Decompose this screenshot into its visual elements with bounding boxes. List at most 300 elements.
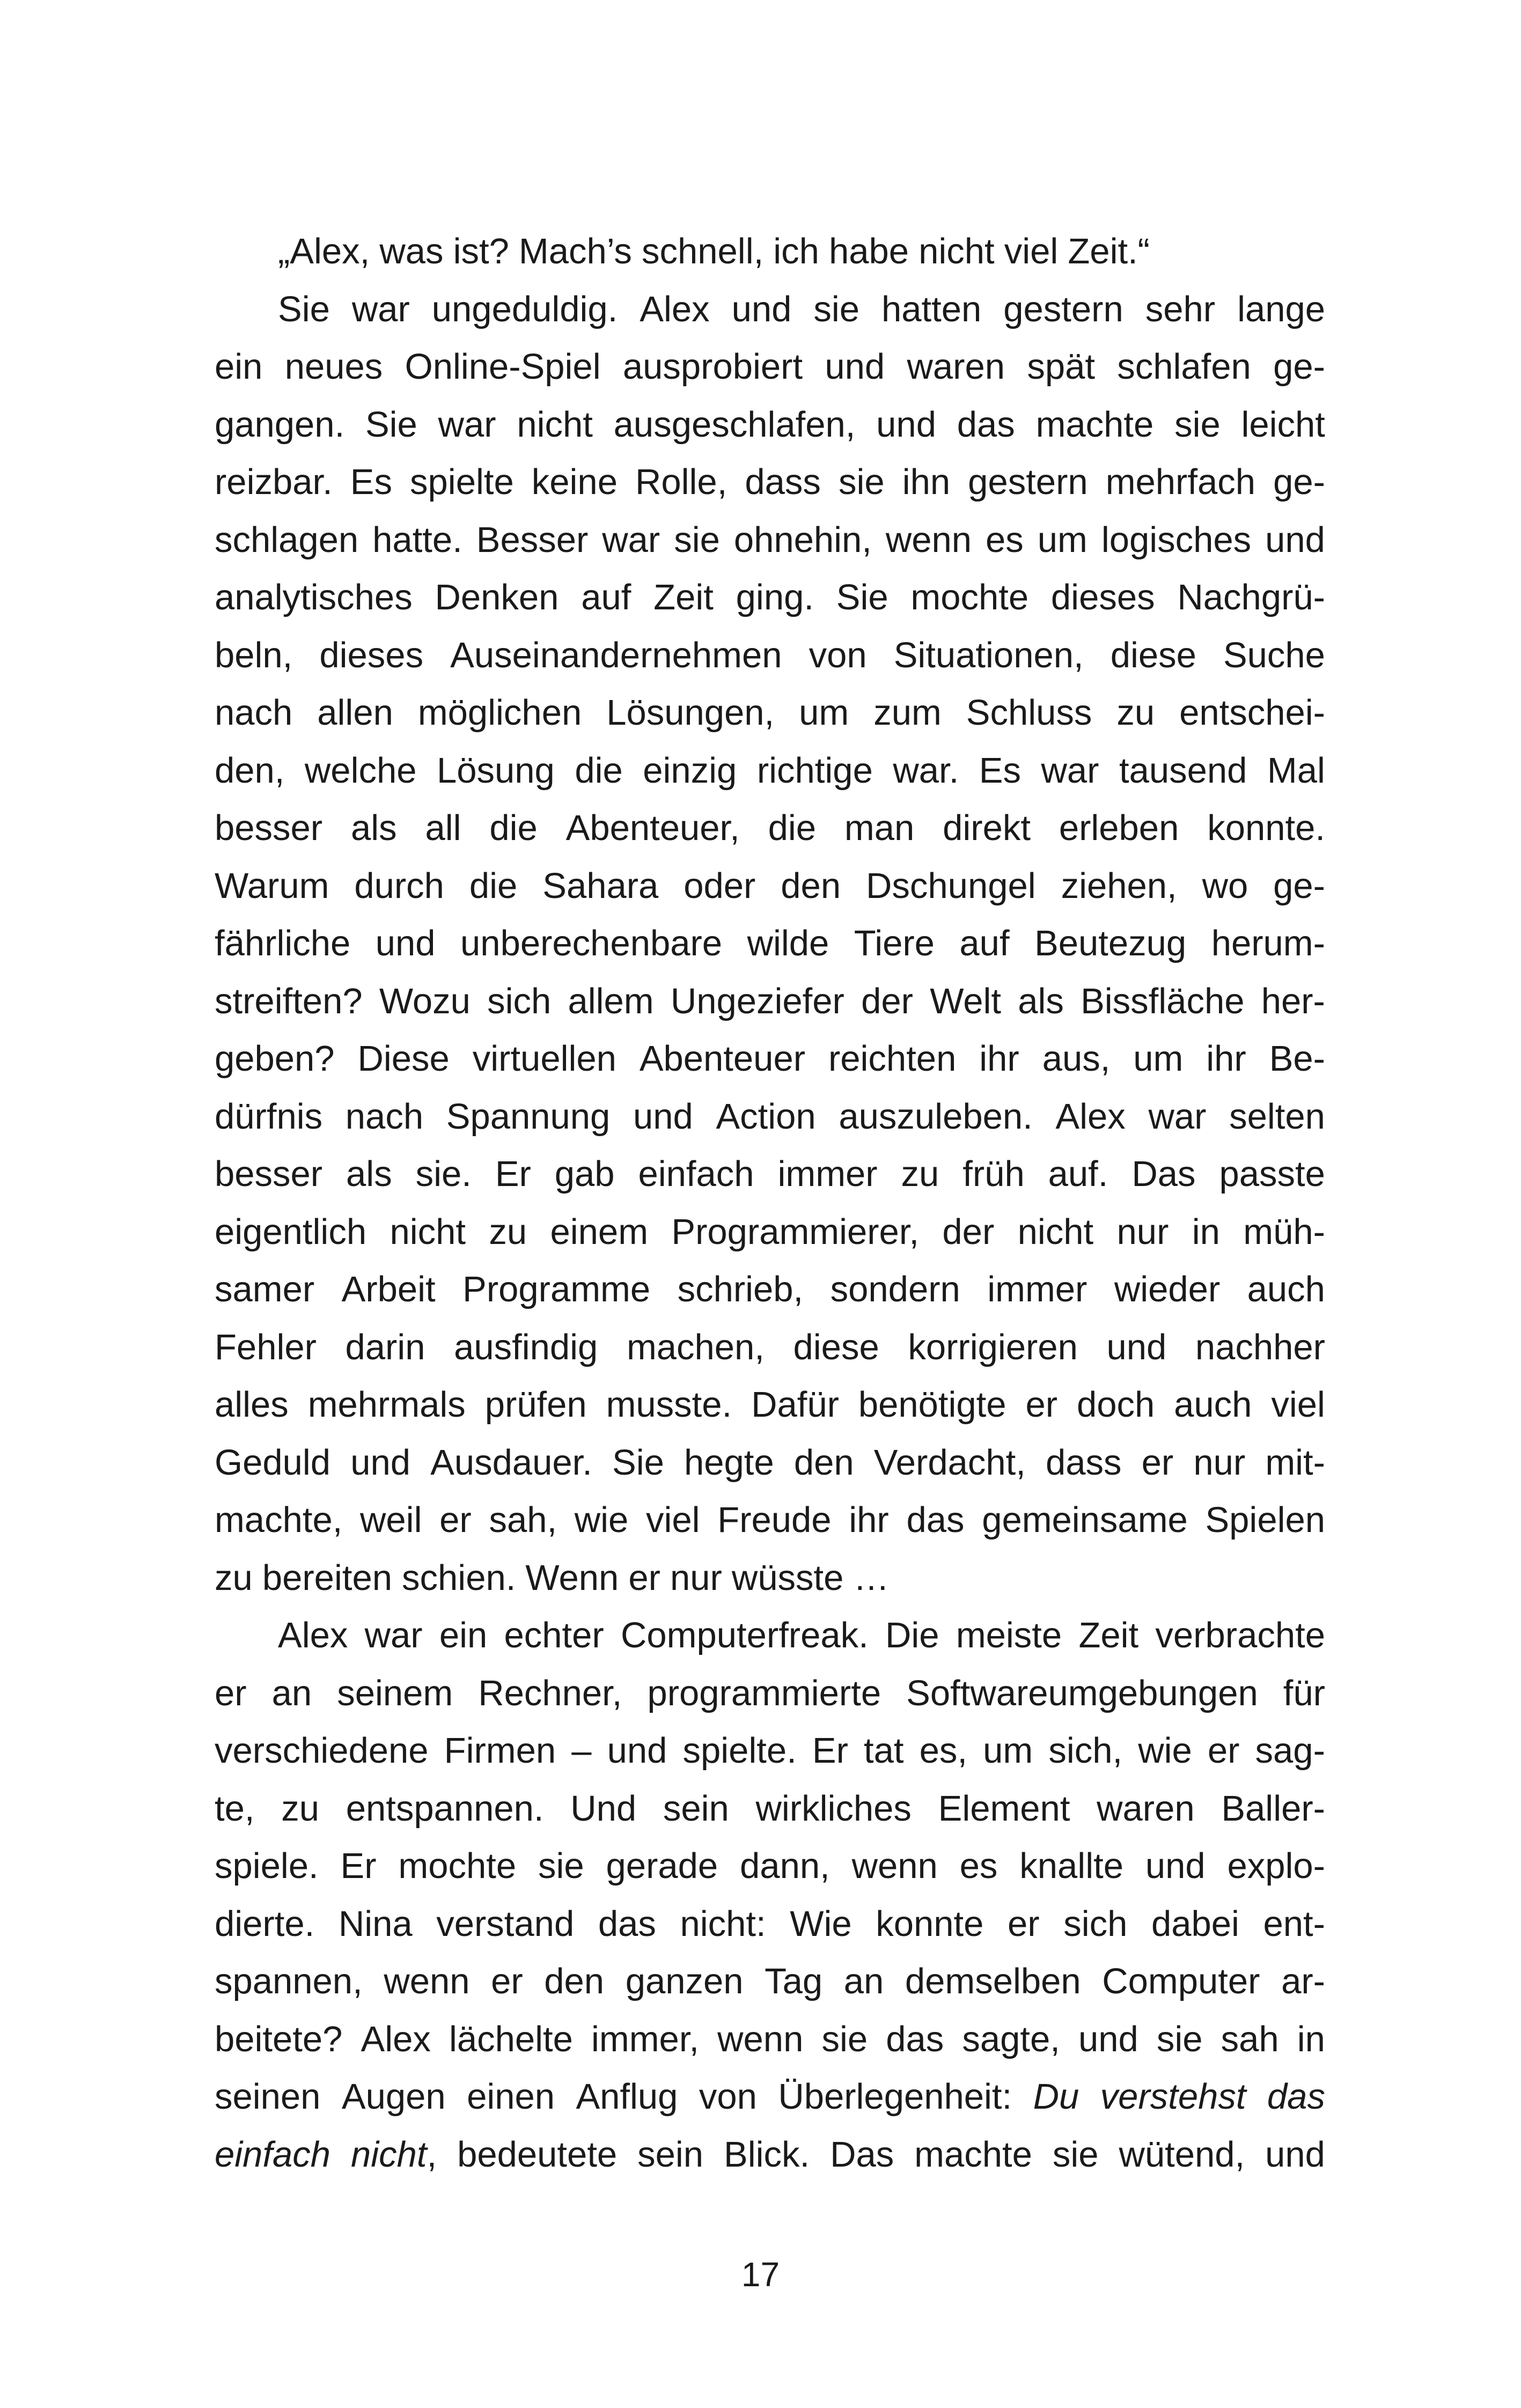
word: alles: [215, 1385, 289, 1425]
word: besser: [215, 1154, 323, 1194]
word: Sie: [612, 1442, 664, 1483]
word: gemeinsame: [982, 1500, 1188, 1540]
word: wüsste: [731, 1557, 844, 1598]
word: Rolle,: [635, 462, 728, 502]
word: die: [575, 750, 623, 791]
word: den: [544, 1961, 605, 2001]
word: Dafür: [751, 1385, 839, 1425]
word: dieses: [319, 635, 424, 675]
word: sondern: [830, 1269, 960, 1309]
word: verstehst: [1100, 2076, 1246, 2117]
word: Nina: [338, 1903, 413, 1944]
word: dieses: [1050, 577, 1155, 617]
word: zu: [901, 1154, 939, 1194]
word: es: [959, 1846, 998, 1886]
word: auch: [1174, 1385, 1252, 1425]
word: er: [1008, 1903, 1040, 1944]
word: doch: [1076, 1385, 1155, 1425]
word: Spannung: [446, 1096, 611, 1137]
word: wie: [1138, 1730, 1192, 1771]
word: Es: [979, 750, 1021, 791]
word: erleben: [1059, 808, 1179, 848]
word: te,: [215, 1788, 255, 1829]
word: nur: [1193, 1442, 1246, 1483]
word: sie: [674, 519, 720, 560]
word: welche: [304, 750, 417, 791]
word: um: [983, 1730, 1033, 1771]
body-text: [215, 223, 1325, 2183]
word: sie.: [415, 1154, 472, 1194]
word: knallte: [1019, 1846, 1123, 1886]
word: immer: [777, 1154, 878, 1194]
word: eigentlich: [215, 1211, 367, 1252]
text-line: [215, 223, 1325, 281]
word: Zeit: [1078, 1615, 1139, 1655]
word: durch: [354, 865, 444, 906]
word: hegte: [684, 1442, 774, 1483]
word: auf: [581, 577, 631, 617]
word: war.: [893, 750, 959, 791]
word: Augen: [341, 2076, 446, 2117]
text-line: [215, 1895, 1325, 1953]
word: zu: [215, 1557, 253, 1598]
word: und: [1078, 2019, 1138, 2059]
word: er: [1141, 1442, 1174, 1483]
word: sie: [538, 1846, 584, 1886]
text-line: [215, 1953, 1325, 2011]
word: von: [809, 635, 867, 675]
word: hatte.: [372, 519, 462, 560]
word: benötigte: [858, 1385, 1006, 1425]
word: sie: [1156, 2019, 1203, 2059]
word: Es: [350, 462, 392, 502]
word: war: [364, 1615, 423, 1655]
word: konnte.: [1207, 808, 1325, 848]
word: ihr: [849, 1500, 889, 1540]
word: beitete?: [215, 2019, 343, 2059]
word: um: [799, 693, 849, 733]
word: ent-: [1263, 1903, 1325, 1944]
word: ging.: [736, 577, 814, 617]
word: von: [699, 2076, 757, 2117]
text-line: [215, 1607, 1325, 1665]
word: allem: [568, 981, 654, 1021]
text-line: [215, 338, 1325, 396]
word: Wie: [790, 1903, 852, 1944]
word: war: [438, 404, 496, 445]
word: ihn: [902, 462, 951, 502]
word: er: [439, 1500, 472, 1540]
word: sie: [1174, 404, 1221, 445]
word: ungeduldig.: [431, 289, 618, 329]
word: demselben: [905, 1961, 1081, 2001]
word: Bissfläche: [1081, 981, 1245, 1021]
word: nur: [670, 1557, 722, 1598]
word: Warum: [215, 865, 329, 906]
word: dass: [745, 462, 821, 502]
word: her-: [1261, 981, 1325, 1021]
word: Situationen,: [893, 635, 1084, 675]
word: ich: [773, 231, 819, 271]
word: mochte: [910, 577, 1029, 617]
word: seinen: [215, 2076, 321, 2117]
word: und: [607, 1730, 667, 1771]
word: und: [633, 1096, 693, 1137]
word: nicht: [517, 404, 593, 445]
word: leicht: [1241, 404, 1325, 445]
word: wirkliches: [755, 1788, 912, 1829]
word: und: [350, 1442, 410, 1483]
word: weil: [360, 1500, 422, 1540]
word: spielte: [410, 462, 514, 502]
word: besser: [215, 808, 323, 848]
word: samer: [215, 1269, 315, 1309]
word: man: [844, 808, 915, 848]
text-line: [215, 1203, 1325, 1261]
word: Er: [812, 1730, 848, 1771]
word: spannen,: [215, 1961, 363, 2001]
word: dann,: [740, 1846, 830, 1886]
word: Die: [885, 1615, 939, 1655]
word: einfach: [215, 2134, 331, 2175]
word: an: [843, 1961, 884, 2001]
word: sich,: [1048, 1730, 1123, 1771]
word: gab: [554, 1154, 615, 1194]
word: der: [942, 1211, 995, 1252]
word: Mal: [1267, 750, 1325, 791]
word: Und: [570, 1788, 637, 1829]
word: ihr: [1206, 1039, 1246, 1079]
word: sich: [487, 981, 552, 1021]
word: er: [1025, 1385, 1058, 1425]
text-line: [215, 1030, 1325, 1088]
word: nach: [215, 693, 293, 733]
word: Schluss: [966, 693, 1092, 733]
word: um: [1133, 1039, 1184, 1079]
word: früh: [962, 1154, 1025, 1194]
word: Alex: [361, 2019, 431, 2059]
word: Ungeziefer: [670, 981, 844, 1021]
word: hatten: [881, 289, 982, 329]
word: neues: [284, 347, 383, 387]
word: immer: [987, 1269, 1088, 1309]
word: Mach’s: [518, 231, 632, 271]
word: Alex: [278, 1615, 348, 1655]
word: ausgeschlafen,: [613, 404, 856, 445]
text-line: [215, 1145, 1325, 1203]
word: war: [1041, 750, 1099, 791]
word: zu: [281, 1788, 319, 1829]
word: entschei-: [1179, 693, 1325, 733]
word: Du: [1033, 2076, 1079, 2117]
word: Computerfreak.: [621, 1615, 869, 1655]
text-line: [215, 2126, 1325, 2184]
text-line: [215, 1665, 1325, 1722]
word: die: [768, 808, 817, 848]
word: ge-: [1273, 865, 1325, 906]
word: Dschungel: [866, 865, 1036, 906]
word: Spielen: [1205, 1500, 1325, 1540]
word: wütend,: [1119, 2134, 1245, 2175]
word: Wenn: [525, 1557, 619, 1598]
word: keine: [531, 462, 618, 502]
word: sah: [1221, 2019, 1279, 2059]
word: das: [886, 2019, 944, 2059]
word: den: [793, 1442, 854, 1483]
text-line: [215, 511, 1325, 569]
word: Computer: [1102, 1961, 1260, 2001]
word: musste.: [606, 1385, 732, 1425]
word: und: [1265, 2134, 1325, 2175]
word: das: [1267, 2076, 1325, 2117]
word: nicht: [1017, 1211, 1094, 1252]
word: Arbeit: [341, 1269, 436, 1309]
word: Tag: [765, 1961, 823, 2001]
word: Das: [830, 2134, 894, 2175]
word: …: [853, 1557, 890, 1598]
word: Baller-: [1221, 1788, 1325, 1829]
word: viel: [1004, 231, 1059, 271]
word: unberechenbare: [460, 923, 723, 963]
text-line: [215, 1837, 1325, 1895]
word: entspannen.: [346, 1788, 544, 1829]
word: und: [1265, 519, 1325, 560]
text-line: [215, 1261, 1325, 1319]
word: nachher: [1195, 1327, 1325, 1367]
word: konnte: [876, 1903, 984, 1944]
word: sie: [813, 289, 860, 329]
word: einem: [550, 1211, 648, 1252]
word: war: [1148, 1096, 1207, 1137]
word: ausfindig: [454, 1327, 598, 1367]
word: analytisches: [215, 577, 413, 617]
word: auszuleben.: [839, 1096, 1033, 1137]
word: zum: [873, 693, 942, 733]
word: er: [628, 1557, 660, 1598]
word: sag-: [1255, 1730, 1325, 1771]
word: schlafen: [1117, 347, 1251, 387]
word: Action: [716, 1096, 816, 1137]
word: aus,: [1042, 1039, 1111, 1079]
word: viel: [646, 1500, 700, 1540]
word: war: [351, 289, 410, 329]
word: ohnehin,: [733, 519, 872, 560]
word: seinem: [337, 1673, 453, 1713]
word: Beutezug: [1034, 923, 1187, 963]
word: Programmierer,: [671, 1211, 920, 1252]
word: Sie: [278, 289, 330, 329]
word: Besser: [476, 519, 589, 560]
word: machte: [914, 2134, 1032, 2175]
text-line: [215, 799, 1325, 857]
word: lange: [1237, 289, 1325, 329]
word: das: [957, 404, 1015, 445]
word: Welt: [930, 981, 1001, 1021]
word: gestern: [968, 462, 1088, 502]
word: ein: [439, 1615, 488, 1655]
word: spiele.: [215, 1846, 319, 1886]
word: diese: [1110, 635, 1196, 675]
word: zu: [1116, 693, 1155, 733]
word: streiften?: [215, 981, 363, 1021]
word: direkt: [943, 808, 1031, 848]
word: prüfen: [484, 1385, 587, 1425]
word: wie: [574, 1500, 629, 1540]
text-line: [215, 915, 1325, 973]
word: einfach: [638, 1154, 754, 1194]
text-line: [215, 1549, 1325, 1607]
word: ge-: [1273, 347, 1325, 387]
word: es: [986, 519, 1024, 560]
word: gangen.: [215, 404, 345, 445]
word: all: [425, 808, 461, 848]
word: auf: [959, 923, 1010, 963]
word: –: [571, 1730, 592, 1771]
word: Sahara: [542, 865, 659, 906]
word: sie: [1052, 2134, 1099, 2175]
word: mochte: [398, 1846, 517, 1886]
word: allen: [317, 693, 393, 733]
word: Blick.: [724, 2134, 810, 2175]
page-number: 17: [741, 2255, 780, 2294]
word: wenn: [717, 2019, 804, 2059]
word: er: [1207, 1730, 1240, 1771]
word: verstand: [436, 1903, 575, 1944]
word: wenn: [851, 1846, 938, 1886]
word: wilde: [747, 923, 829, 963]
word: einen: [467, 2076, 555, 2117]
word: Sie: [836, 577, 888, 617]
word: geben?: [215, 1039, 335, 1079]
word: Zeit: [653, 577, 714, 617]
word: Alex: [1055, 1096, 1126, 1137]
word: beln,: [215, 635, 293, 675]
word: sie: [821, 2019, 868, 2059]
text-line: [215, 1491, 1325, 1549]
word: Diese: [357, 1039, 450, 1079]
word: spät: [1027, 347, 1095, 387]
word: auch: [1247, 1269, 1325, 1309]
word: logisches: [1101, 519, 1252, 560]
word: die: [489, 808, 538, 848]
word: als: [346, 1154, 392, 1194]
word: gerade: [606, 1846, 718, 1886]
word: und: [375, 923, 436, 963]
word: für: [1283, 1673, 1325, 1713]
word: machte,: [215, 1500, 343, 1540]
word: ziehen,: [1061, 865, 1177, 906]
word: herum-: [1211, 923, 1325, 963]
word: nur: [1116, 1211, 1169, 1252]
word: was: [379, 231, 444, 271]
word: Alex: [640, 289, 710, 329]
word: dass: [1045, 1442, 1122, 1483]
word: ein: [215, 347, 263, 387]
word: schlagen: [215, 519, 359, 560]
word: Ausdauer.: [430, 1442, 592, 1483]
word: nicht: [919, 231, 995, 271]
word: waren: [1097, 1788, 1195, 1829]
word: den,: [215, 750, 285, 791]
text-line: [215, 1088, 1325, 1146]
word: als: [350, 808, 397, 848]
word: den: [781, 865, 841, 906]
word: Suche: [1223, 635, 1325, 675]
word: bedeutete: [457, 2134, 618, 2175]
word: dürfnis: [215, 1096, 323, 1137]
text-line: [215, 1434, 1325, 1492]
text-line: [215, 453, 1325, 511]
word: ar-: [1281, 1961, 1325, 2001]
word: auf.: [1048, 1154, 1108, 1194]
word: Geduld: [215, 1442, 331, 1483]
word: virtuellen: [472, 1039, 616, 1079]
word: Softwareumgebungen: [906, 1673, 1258, 1713]
word: sehr: [1145, 289, 1216, 329]
word: Abenteuer,: [565, 808, 740, 848]
word: Tiere: [854, 923, 935, 963]
word: passte: [1219, 1154, 1325, 1194]
word: ausprobiert: [622, 347, 803, 387]
word: „Alex,: [278, 231, 370, 271]
word: sich: [1063, 1903, 1128, 1944]
word: dabei: [1151, 1903, 1239, 1944]
text-line: [215, 684, 1325, 742]
word: machte: [1035, 404, 1154, 445]
word: viel: [1271, 1385, 1325, 1425]
word: mehrfach: [1105, 462, 1256, 502]
text-line: [215, 281, 1325, 338]
word: lächelte: [449, 2019, 573, 2059]
word: reichten: [828, 1039, 957, 1079]
word: selten: [1229, 1096, 1325, 1137]
word: und: [731, 289, 792, 329]
word: möglichen: [417, 693, 582, 733]
word: spielte.: [682, 1730, 797, 1771]
word: wieder: [1114, 1269, 1221, 1309]
word: immer,: [591, 2019, 700, 2059]
word: machen,: [626, 1327, 765, 1367]
word: zu: [489, 1211, 527, 1252]
word: in: [1297, 2019, 1325, 2059]
word: meiste: [956, 1615, 1062, 1655]
word: in: [1192, 1211, 1220, 1252]
word: mehrmals: [307, 1385, 466, 1425]
word: nicht: [390, 1211, 466, 1252]
text-line: [215, 1722, 1325, 1780]
word: das: [906, 1500, 965, 1540]
text-line: [215, 1780, 1325, 1838]
word: sie: [838, 462, 885, 502]
word: richtige: [756, 750, 873, 791]
word: reizbar.: [215, 462, 333, 502]
word: und: [825, 347, 885, 387]
word: wenn: [885, 519, 972, 560]
word: sah,: [489, 1500, 557, 1540]
text-line: [215, 2068, 1325, 2126]
word: nach: [345, 1096, 424, 1137]
word: als: [1018, 981, 1064, 1021]
word: Freude: [717, 1500, 832, 1540]
word: Sie: [365, 404, 417, 445]
word: Lösungen,: [606, 693, 775, 733]
text-line: [215, 396, 1325, 454]
word: Be-: [1269, 1039, 1325, 1079]
word: ganzen: [625, 1961, 744, 2001]
word: und: [1106, 1327, 1167, 1367]
word: an: [271, 1673, 312, 1713]
word: müh-: [1243, 1211, 1325, 1252]
